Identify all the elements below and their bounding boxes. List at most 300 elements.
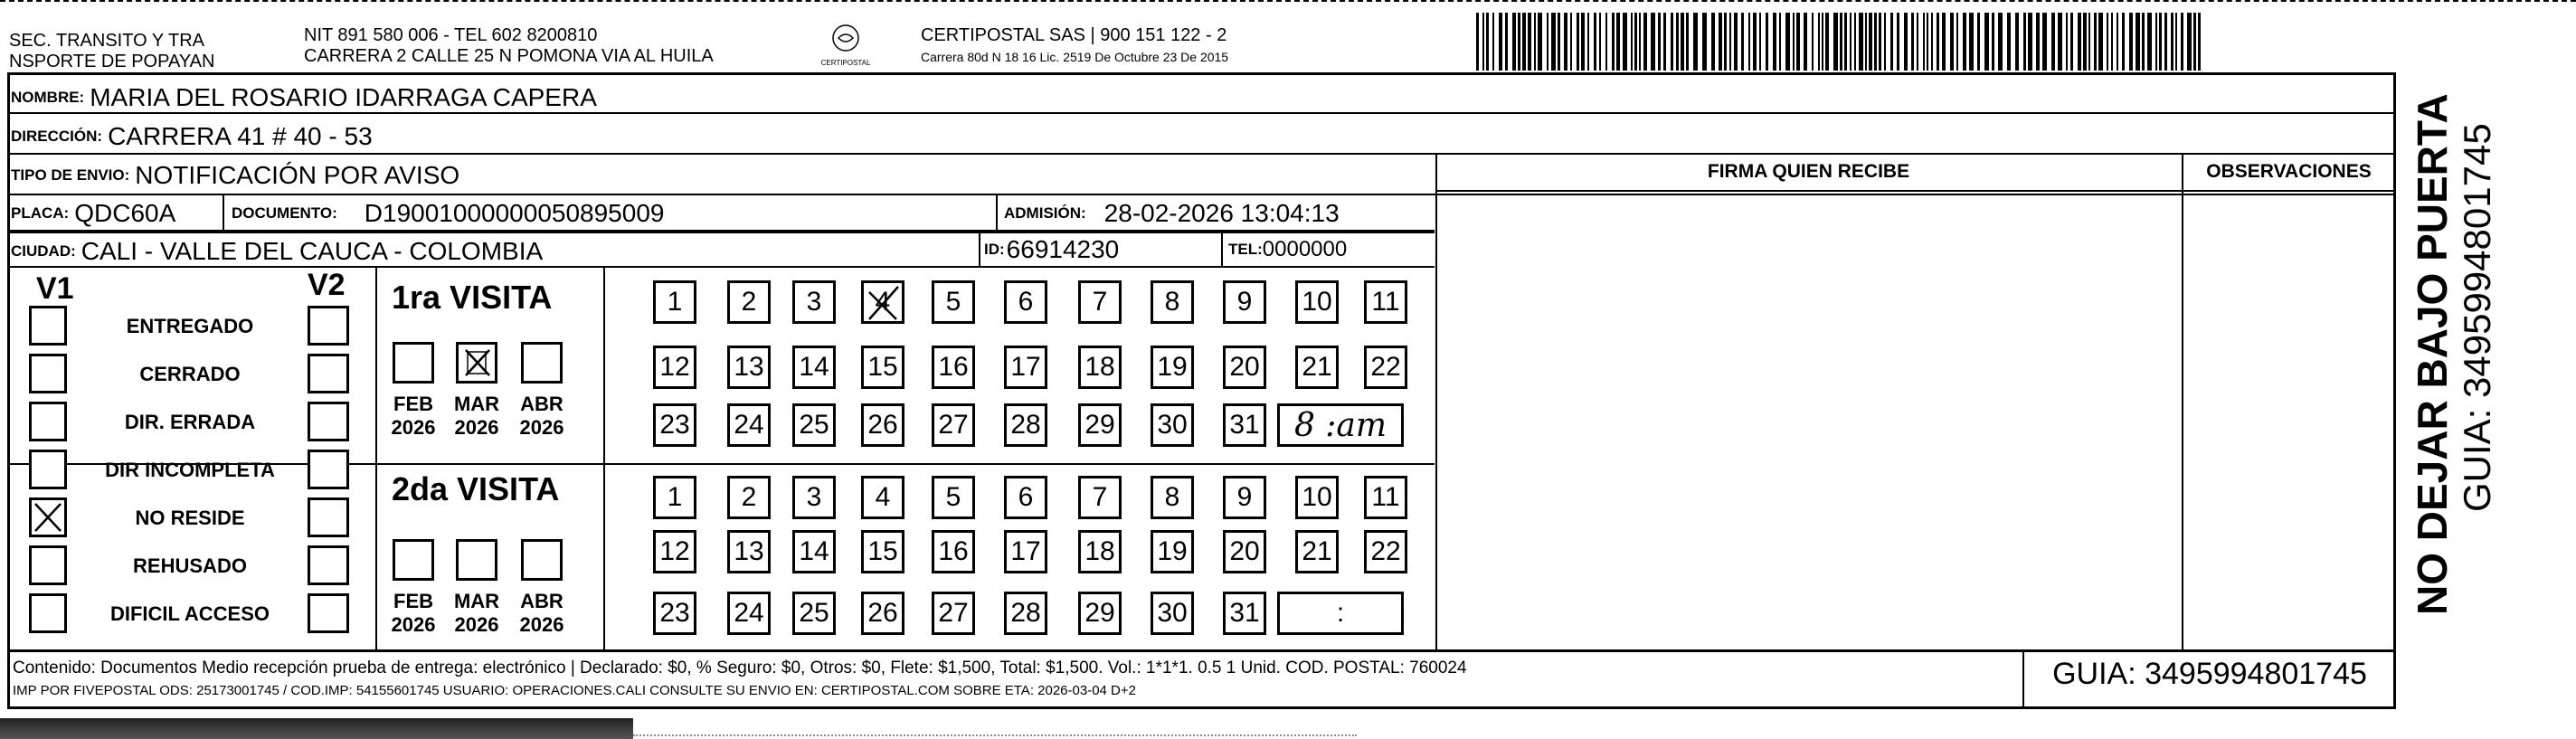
barcode-bar	[1793, 13, 1795, 71]
day-number: 28	[1010, 410, 1041, 440]
sender-block	[9, 31, 214, 72]
day-number: 13	[734, 536, 764, 566]
day-number: 21	[1302, 352, 1332, 382]
barcode-bar	[2181, 13, 2183, 71]
barcode-bar	[1927, 13, 1928, 71]
rule	[375, 266, 377, 649]
barcode	[1476, 13, 2205, 71]
side-guia-text: GUIA: 3495994801745	[2456, 123, 2498, 512]
v2-checkbox[interactable]	[308, 354, 349, 393]
barcode-bar	[2164, 13, 2167, 71]
day-box[interactable]	[1151, 530, 1194, 573]
footer-guia: GUIA: 3495994801745	[2052, 657, 2367, 691]
day-number: 1	[667, 287, 683, 317]
day-number: 17	[1010, 536, 1041, 566]
month-label	[515, 590, 569, 637]
barcode-bar	[2094, 13, 2097, 71]
day-box[interactable]	[861, 403, 904, 447]
day-box[interactable]	[861, 476, 904, 519]
day-box[interactable]	[1295, 476, 1339, 519]
barcode-bar	[1564, 13, 1567, 71]
barcode-bar	[1643, 13, 1647, 71]
admision-label: ADMISIÓN:	[1004, 204, 1086, 222]
day-number: 15	[867, 536, 898, 566]
nombre-label: NOMBRE:	[11, 89, 85, 106]
day-box[interactable]	[861, 346, 904, 389]
barcode-bar	[1753, 13, 1757, 71]
barcode-bar	[2159, 13, 2162, 71]
documento-value: D19001000000050895009	[364, 199, 665, 227]
tipo-row	[11, 161, 459, 190]
barcode-bar	[1581, 13, 1585, 71]
day-number: 17	[1010, 352, 1041, 382]
day-number: 16	[938, 536, 969, 566]
month-name: MAR	[453, 393, 500, 415]
day-box[interactable]	[1364, 530, 1407, 573]
observaciones-header: OBSERVACIONES	[2206, 161, 2372, 182]
day-box[interactable]	[1004, 280, 1047, 324]
day-number: 2	[741, 287, 757, 317]
sender-address-block	[304, 25, 714, 67]
day-number: 31	[1229, 410, 1260, 440]
barcode-bar	[1587, 13, 1589, 71]
barcode-bar	[1686, 13, 1689, 71]
day-number: 14	[799, 536, 829, 566]
day-number: 30	[1157, 410, 1188, 440]
month-label	[386, 590, 440, 637]
day-box[interactable]	[1151, 476, 1194, 519]
day-number: 22	[1370, 352, 1401, 382]
v1-checkbox[interactable]	[29, 450, 67, 489]
day-box[interactable]	[1295, 280, 1339, 324]
barcode-bar	[1865, 13, 1867, 71]
day-box[interactable]	[792, 476, 836, 519]
ciudad-value: CALI - VALLE DEL CAUCA - COLOMBIA	[80, 237, 544, 265]
time-box[interactable]	[1277, 403, 1404, 447]
day-box[interactable]	[1078, 280, 1122, 324]
day-box[interactable]	[727, 346, 771, 389]
barcode-bar	[1671, 13, 1673, 71]
day-number: 6	[1018, 287, 1034, 317]
x-mark-icon	[864, 283, 904, 323]
company-line: CERTIPOSTAL SAS | 900 151 122 - 2	[921, 25, 1227, 45]
barcode-bar	[1651, 13, 1655, 71]
day-number: 20	[1229, 536, 1260, 566]
barcode-bar	[1702, 13, 1707, 71]
barcode-bar	[1512, 13, 1516, 71]
day-box[interactable]	[1364, 346, 1407, 389]
v2-checkbox[interactable]	[308, 402, 349, 441]
month-label	[450, 590, 504, 637]
day-box[interactable]	[727, 476, 771, 519]
admision-value: 28-02-2026 13:04:13	[1103, 199, 1340, 227]
barcode-bar	[1969, 13, 1974, 71]
day-box[interactable]	[792, 346, 836, 389]
barcode-bar	[1859, 13, 1863, 71]
day-box[interactable]	[932, 530, 975, 573]
month-checkbox[interactable]	[456, 342, 497, 384]
barcode-bar	[1963, 13, 1966, 71]
day-number: 1	[667, 482, 683, 512]
barcode-bar	[1719, 13, 1722, 71]
day-box[interactable]	[1004, 476, 1047, 519]
barcode-bar	[1605, 13, 1607, 71]
day-number: 7	[1092, 482, 1108, 512]
tel-value: 0000000	[1262, 237, 1348, 261]
day-number: 30	[1157, 598, 1188, 628]
barcode-bar	[2187, 13, 2192, 71]
day-number: 4	[875, 287, 891, 317]
v2-checkbox[interactable]	[308, 306, 349, 346]
day-box[interactable]	[1151, 280, 1194, 324]
day-box[interactable]	[932, 403, 975, 447]
barcode-bar	[1623, 13, 1627, 71]
barcode-bar	[1890, 13, 1893, 71]
barcode-bar	[1911, 13, 1914, 71]
documento-row	[232, 199, 664, 228]
barcode-bar	[1570, 13, 1572, 71]
v2-checkbox[interactable]	[308, 545, 349, 585]
barcode-bar	[1534, 13, 1536, 71]
seal-text: CERTIPOSTAL	[820, 59, 871, 67]
month-name: FEB	[393, 393, 433, 415]
rule	[375, 463, 603, 465]
day-box[interactable]	[1151, 403, 1194, 447]
barcode-bar	[2015, 13, 2019, 71]
placa-value: QDC60A	[74, 199, 176, 227]
day-box[interactable]	[1295, 530, 1339, 573]
month-checkbox[interactable]	[521, 539, 563, 581]
ciudad-label: CIUDAD:	[11, 242, 76, 260]
month-checkbox[interactable]	[393, 539, 434, 581]
month-label	[386, 393, 440, 440]
day-box[interactable]	[792, 403, 836, 447]
company-sub: Carrera 80d N 18 16 Lic. 2519 De Octubre 23 De 2015	[921, 50, 1229, 64]
barcode-bar	[1528, 13, 1531, 71]
barcode-bar	[1822, 13, 1823, 71]
barcode-bar	[1505, 13, 1508, 71]
day-number: 31	[1229, 598, 1260, 628]
day-number: 23	[659, 598, 690, 628]
day-box[interactable]	[1078, 476, 1122, 519]
day-box[interactable]	[1078, 592, 1122, 635]
bottom-dashed-edge	[633, 734, 1357, 736]
v1-checkbox[interactable]	[29, 545, 67, 585]
month-year: 2026	[391, 416, 436, 439]
day-number: 12	[659, 352, 690, 382]
second-visit-label: 2da VISITA	[392, 470, 560, 507]
barcode-bar	[1631, 13, 1633, 71]
barcode-bar	[1956, 13, 1958, 71]
month-checkbox[interactable]	[456, 539, 497, 581]
month-checkbox[interactable]	[521, 342, 563, 384]
id-label: ID:	[984, 241, 1005, 258]
barcode-bar	[1663, 13, 1666, 71]
barcode-bar	[2129, 13, 2133, 71]
barcode-bar	[2023, 13, 2026, 71]
day-number: 5	[945, 287, 961, 317]
barcode-bar	[1594, 13, 1596, 71]
day-number: 16	[938, 352, 969, 382]
barcode-bar	[2171, 13, 2174, 71]
v1-checkbox[interactable]	[29, 402, 67, 441]
day-box[interactable]	[653, 592, 696, 635]
barcode-bar	[2147, 13, 2152, 71]
day-box[interactable]	[932, 346, 975, 389]
barcode-bar	[2083, 13, 2087, 71]
barcode-bar	[1612, 13, 1615, 71]
month-year: 2026	[519, 416, 564, 439]
barcode-bar	[1634, 13, 1637, 71]
barcode-bar	[2042, 13, 2047, 71]
day-box[interactable]	[1004, 592, 1047, 635]
rule	[1221, 232, 1223, 266]
status-label: CERRADO	[139, 363, 241, 385]
day-number: 14	[799, 352, 829, 382]
barcode-bar	[1977, 13, 1980, 71]
time-separator: :	[1336, 598, 1345, 628]
day-box[interactable]	[653, 280, 696, 324]
day-box[interactable]	[1078, 346, 1122, 389]
rule	[7, 649, 2396, 652]
barcode-bar	[1840, 13, 1842, 71]
status-label: REHUSADO	[133, 554, 247, 577]
day-box[interactable]	[653, 403, 696, 447]
day-box[interactable]	[1223, 592, 1266, 635]
barcode-bar	[2198, 13, 2201, 71]
rule	[1435, 153, 1437, 650]
day-number: 9	[1236, 287, 1253, 317]
v1-label: V1	[36, 271, 74, 306]
barcode-bar	[1850, 13, 1852, 71]
footer-line1: Contenido: Documentos Medio recepción prueba de entrega: electrónico | Declarado: $0, % Seguro: $0, Otros: $0, Flete: $1,500, Total: $1,500. Vol.: 1*1*1. 0.5 1 Unid. COD. POSTAL: 760024	[13, 658, 1467, 677]
day-box[interactable]	[653, 346, 696, 389]
barcode-bar	[1759, 13, 1761, 71]
day-number: 27	[938, 598, 969, 628]
month-checkbox[interactable]	[393, 342, 434, 384]
tipo-value: NOTIFICACIÓN POR AVISO	[135, 161, 460, 189]
barcode-bar	[1812, 13, 1814, 71]
barcode-bar	[1879, 13, 1881, 71]
status-label: DIR. ERRADA	[124, 411, 256, 433]
barcode-bar	[1734, 13, 1738, 71]
barcode-bar	[2070, 13, 2073, 71]
day-box[interactable]	[1078, 403, 1122, 447]
day-box[interactable]	[727, 403, 771, 447]
barcode-bar	[1796, 13, 1800, 71]
barcode-bar	[1844, 13, 1847, 71]
day-box[interactable]	[792, 530, 836, 573]
day-box[interactable]	[1004, 530, 1047, 573]
barcode-bar	[1518, 13, 1520, 71]
day-box[interactable]	[1151, 592, 1194, 635]
barcode-bar	[1884, 13, 1886, 71]
barcode-bar	[2078, 13, 2081, 71]
month-year: 2026	[519, 613, 564, 636]
barcode-bar	[2122, 13, 2125, 71]
barcode-bar	[1558, 13, 1560, 71]
barcode-bar	[1577, 13, 1579, 71]
rule	[979, 232, 980, 266]
x-mark-icon	[32, 500, 64, 535]
day-box[interactable]	[792, 280, 836, 324]
barcode-bar	[2111, 13, 2113, 71]
day-number: 29	[1084, 410, 1115, 440]
barcode-bar	[1538, 13, 1542, 71]
v1-checkbox[interactable]	[29, 306, 67, 346]
placa-label: PLACA:	[11, 204, 70, 222]
direccion-row	[11, 122, 373, 151]
barcode-bar	[1818, 13, 1820, 71]
day-box[interactable]	[1295, 346, 1339, 389]
barcode-bar	[1779, 13, 1781, 71]
day-box[interactable]	[932, 476, 975, 519]
day-box[interactable]	[727, 530, 771, 573]
v1-checkbox[interactable]	[29, 354, 67, 393]
day-box[interactable]	[1151, 346, 1194, 389]
barcode-bar	[1874, 13, 1877, 71]
day-box[interactable]	[792, 592, 836, 635]
day-number: 18	[1084, 352, 1115, 382]
day-box[interactable]	[1223, 346, 1266, 389]
day-box[interactable]	[1004, 403, 1047, 447]
barcode-bar	[1869, 13, 1872, 71]
day-number: 2	[741, 482, 757, 512]
barcode-bar	[2193, 13, 2196, 71]
month-name: FEB	[393, 590, 433, 612]
admision-row	[1004, 199, 1340, 228]
barcode-bar	[1486, 13, 1489, 71]
day-box[interactable]	[861, 592, 904, 635]
barcode-bar	[1785, 13, 1790, 71]
nombre-value: MARIA DEL ROSARIO IDARRAGA CAPERA	[90, 83, 597, 111]
day-number: 6	[1018, 482, 1034, 512]
day-number: 10	[1302, 482, 1332, 512]
month-year: 2026	[391, 613, 436, 636]
ciudad-row	[11, 237, 543, 266]
status-label: DIFICIL ACCESO	[109, 602, 270, 625]
day-box[interactable]	[1223, 476, 1266, 519]
v1-checkbox[interactable]	[29, 593, 67, 633]
barcode-bar	[2107, 13, 2108, 71]
barcode-bar	[1992, 13, 1994, 71]
day-box[interactable]	[727, 592, 771, 635]
barcode-bar	[2175, 13, 2177, 71]
barcode-bar	[1492, 13, 1494, 71]
day-box[interactable]	[861, 530, 904, 573]
day-number: 7	[1092, 287, 1108, 317]
placa-row	[11, 199, 175, 228]
barcode-bar	[1923, 13, 1925, 71]
day-box[interactable]	[653, 476, 696, 519]
barcode-bar	[1741, 13, 1744, 71]
direccion-label: DIRECCIÓN:	[11, 128, 103, 145]
barcode-bar	[1917, 13, 1918, 71]
day-number: 21	[1302, 536, 1332, 566]
barcode-bar	[1942, 13, 1946, 71]
day-number: 25	[799, 598, 829, 628]
v1-checkbox[interactable]	[29, 497, 67, 537]
barcode-bar	[1766, 13, 1768, 71]
rule	[223, 194, 224, 232]
day-box[interactable]	[727, 280, 771, 324]
rule	[2182, 153, 2183, 650]
barcode-bar	[1676, 13, 1679, 71]
barcode-bar	[1711, 13, 1715, 71]
day-number: 3	[806, 287, 822, 317]
day-box[interactable]	[1078, 530, 1122, 573]
rule	[1435, 190, 2394, 192]
barcode-bar	[2058, 13, 2062, 71]
day-number: 13	[734, 352, 764, 382]
barcode-bar	[1658, 13, 1661, 71]
sender-line1: SEC. TRANSITO Y TRA	[9, 31, 204, 51]
nit-line: NIT 891 580 006 - TEL 602 8200810	[304, 25, 598, 45]
time-box[interactable]	[1277, 592, 1404, 635]
day-box[interactable]	[1223, 280, 1266, 324]
barcode-bar	[1748, 13, 1750, 71]
day-box[interactable]	[1223, 530, 1266, 573]
company-block	[921, 25, 1228, 65]
rule	[996, 194, 998, 232]
rule	[7, 153, 2396, 155]
day-box[interactable]	[932, 592, 975, 635]
day-number: 26	[867, 410, 898, 440]
rule	[7, 266, 1435, 268]
day-number: 20	[1229, 352, 1260, 382]
day-box[interactable]	[932, 280, 975, 324]
barcode-bar	[2051, 13, 2055, 71]
month-label	[450, 393, 504, 440]
address-line: CARRERA 2 CALLE 25 N POMONA VIA AL HUILA	[304, 46, 714, 66]
sender-line2: NSPORTE DE POPAYAN	[9, 52, 215, 71]
rule	[7, 112, 2396, 114]
rule	[603, 266, 605, 649]
barcode-bar	[2088, 13, 2090, 71]
month-name: ABR	[520, 590, 564, 612]
day-box[interactable]	[1223, 403, 1266, 447]
day-number: 12	[659, 536, 690, 566]
day-number: 11	[1371, 482, 1400, 512]
day-number: 22	[1370, 536, 1401, 566]
barcode-bar	[2098, 13, 2103, 71]
day-number: 15	[867, 352, 898, 382]
direccion-value: CARRERA 41 # 40 - 53	[108, 122, 373, 150]
barcode-bar	[1639, 13, 1641, 71]
barcode-bar	[2117, 13, 2118, 71]
day-number: 25	[799, 410, 829, 440]
day-box[interactable]	[653, 530, 696, 573]
tipo-label: TIPO DE ENVIO:	[11, 166, 130, 184]
barcode-bar	[1693, 13, 1698, 71]
month-name: ABR	[520, 393, 564, 415]
v2-checkbox[interactable]	[308, 450, 349, 489]
day-box[interactable]	[1364, 280, 1407, 324]
v2-checkbox[interactable]	[308, 593, 349, 633]
tel-row	[1228, 237, 1347, 262]
day-box[interactable]	[861, 280, 904, 324]
v2-checkbox[interactable]	[308, 497, 349, 537]
day-box[interactable]	[1004, 346, 1047, 389]
status-label: DIR INCOMPLETA	[105, 459, 275, 481]
barcode-bar	[1551, 13, 1556, 71]
barcode-bar	[1476, 13, 1479, 71]
first-visit-label: 1ra VISITA	[392, 279, 553, 316]
day-box[interactable]	[1364, 476, 1407, 519]
bottom-strip	[0, 715, 633, 739]
barcode-bar	[2028, 13, 2032, 71]
barcode-bar	[1599, 13, 1601, 71]
